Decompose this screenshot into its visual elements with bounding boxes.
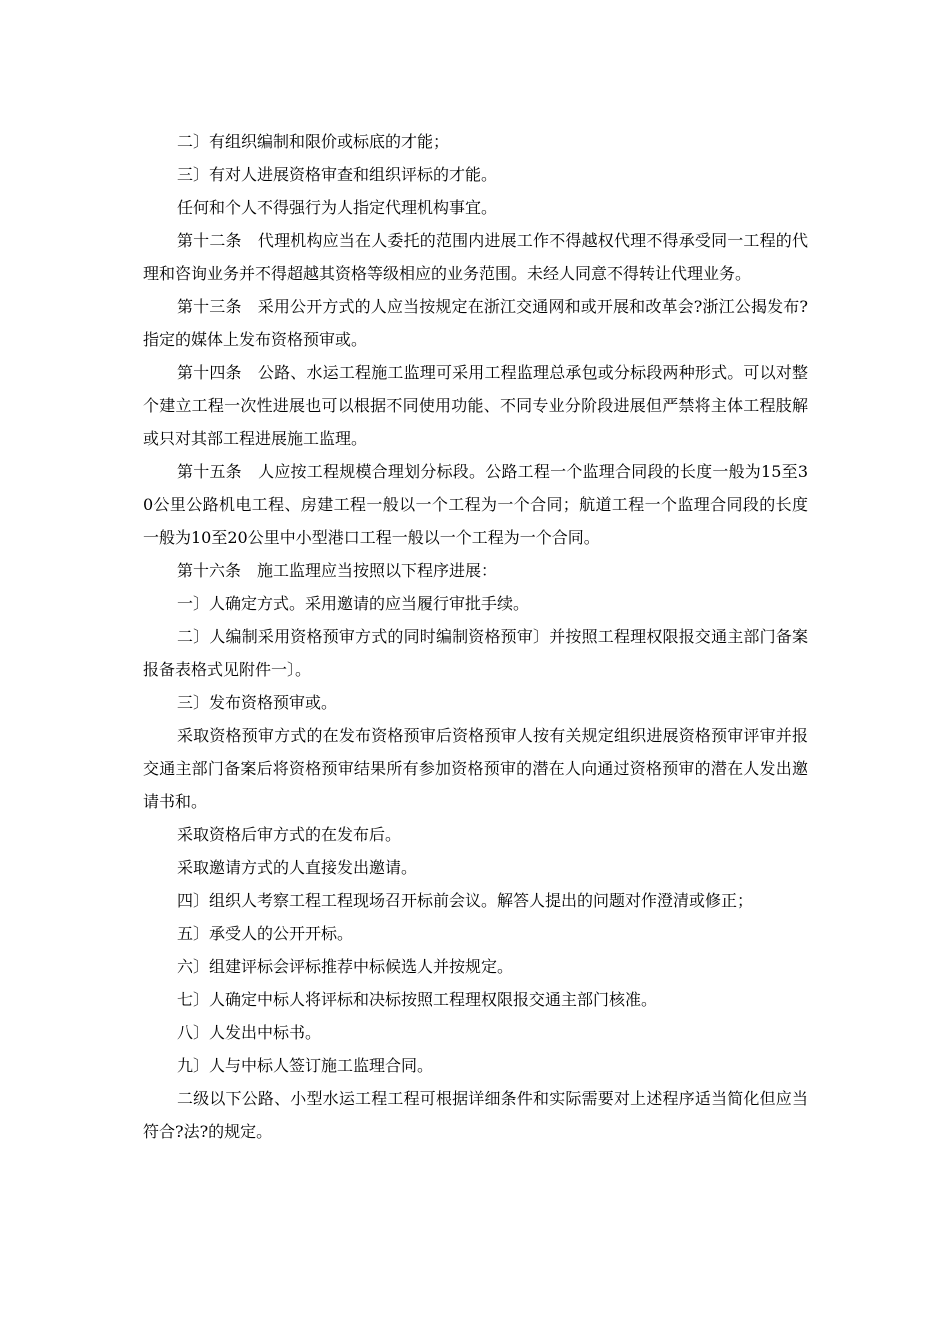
procedure-step-4: 四〕组织人考察工程工程现场召开标前会议。解答人提出的问题对作澄清或修正；	[177, 891, 754, 910]
prequalification-paragraph: 采取资格预审方式的在发布资格预审后资格预审人按有关规定组织进展资格预审评审并报交通主部门备案后将资格预审结果所有参加资格预审的潜在人向通过资格预审的潜在人发出邀请书和。	[143, 726, 808, 811]
article-12: 第十二条 代理机构应当在人委托的范围内进展工作不得越权代理不得承受同一工程的代理和咨询业务并不得超越其资格等级相应的业务范围。未经人同意不得转让代理业务。	[143, 231, 808, 283]
invitation-paragraph: 采取邀请方式的人直接发出邀请。	[177, 858, 418, 877]
procedure-step-6: 六〕组建评标会评标推荐中标候选人并按规定。	[177, 957, 514, 976]
simplification-paragraph: 二级以下公路、小型水运工程工程可根据详细条件和实际需要对上述程序适当简化但应当符合?法?的规定。	[143, 1089, 808, 1141]
article-16: 第十六条 施工监理应当按照以下程序进展：	[177, 561, 498, 580]
post-qualification-paragraph: 采取资格后审方式的在发布后。	[177, 825, 402, 844]
procedure-step-2: 二〕人编制采用资格预审方式的同时编制资格预审〕并按照工程理权限报交通主部门备案报备表格式见附件一〕。	[143, 627, 808, 679]
document-body	[143, 125, 808, 1148]
article-13: 第十三条 采用公开方式的人应当按规定在浙江交通网和或开展和改革会?浙江公揭发布?指定的媒体上发布资格预审或。	[143, 297, 808, 349]
procedure-step-3: 三〕发布资格预审或。	[177, 693, 338, 712]
procedure-step-1: 一〕人确定方式。采用邀请的应当履行审批手续。	[177, 594, 530, 613]
paragraph-1: 二〕有组织编制和限价或标底的才能；	[177, 132, 450, 151]
article-15: 第十五条 人应按工程规模合理划分标段。公路工程一个监理合同段的长度一般为15至30公里公路机电工程、房建工程一般以一个工程为一个合同；航道工程一个监理合同段的长度一般为10至20公里中小型港口工程一般以一个工程为一个合同。	[143, 462, 808, 547]
procedure-step-8: 八〕人发出中标书。	[177, 1023, 322, 1042]
procedure-step-9: 九〕人与中标人签订施工监理合同。	[177, 1056, 434, 1075]
paragraph-2: 三〕有对人进展资格审查和组织评标的才能。	[177, 165, 498, 184]
procedure-step-5: 五〕承受人的公开开标。	[177, 924, 354, 943]
paragraph-3: 任何和个人不得强行为人指定代理机构事宜。	[177, 198, 498, 217]
procedure-step-7: 七〕人确定中标人将评标和决标按照工程理权限报交通主部门核准。	[177, 990, 658, 1009]
article-14: 第十四条 公路、水运工程施工监理可采用工程监理总承包或分标段两种形式。可以对整个建立工程一次性进展也可以根据不同使用功能、不同专业分阶段进展但严禁将主体工程肢解或只对其部工程进展施工监理。	[143, 363, 808, 448]
